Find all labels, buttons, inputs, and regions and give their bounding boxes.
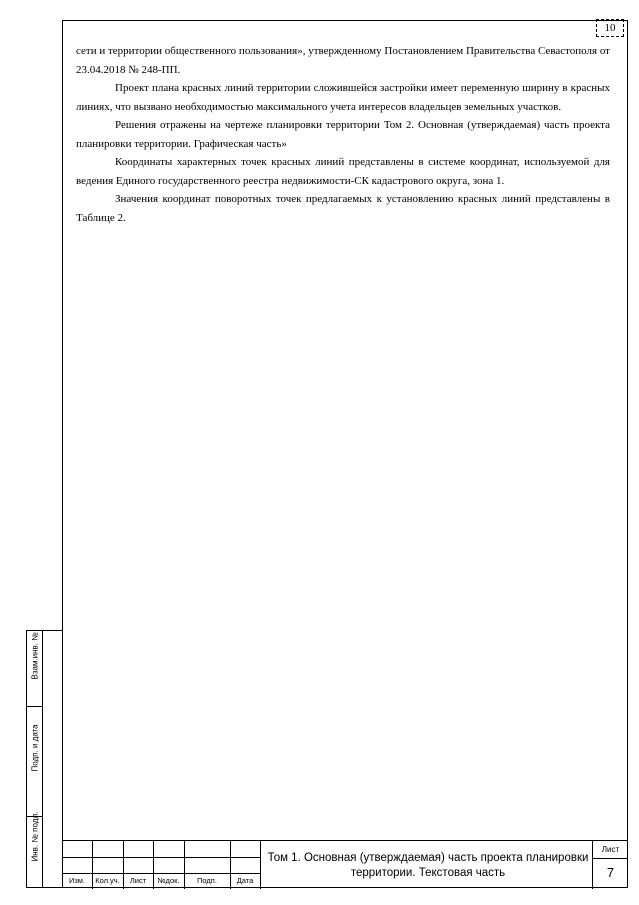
side-cell-podp xyxy=(27,707,43,817)
col-data: Дата xyxy=(236,876,254,885)
sheet-label: Лист xyxy=(593,843,628,859)
col-izm: Изм. xyxy=(68,876,86,885)
document-title: Том 1. Основная (утверждаемая) часть проекта планировки территории. Текстовая часть xyxy=(267,852,589,879)
col-list: Лист xyxy=(129,876,147,885)
paragraph-3: Решения отражены на чертеже планировки территории Том 2. Основная (утверждаемая) часть проекта планировки территории. Графическая часть» xyxy=(76,119,610,150)
title-block xyxy=(62,840,628,888)
side-cell-inv xyxy=(27,811,43,887)
title-divider xyxy=(260,841,261,889)
side-label-podp: Подп. и дата xyxy=(30,724,40,772)
page-number-top: 10 xyxy=(596,19,624,37)
side-cell-vzam xyxy=(27,631,43,707)
revision-grid xyxy=(62,841,260,889)
col-ndok: №док. xyxy=(157,876,180,885)
paragraph-2: Проект плана красных линий территории сложившейся застройки имеет переменную ширину в красных линиях, что вызвано необходимостью максимального учета интересов владельцев земельных участков. xyxy=(76,82,610,113)
sheet-number: 7 xyxy=(606,865,615,880)
paragraph-5: Значения координат поворотных точек предлагаемых к установлению красных линий представлены в Таблице 2. xyxy=(76,193,610,224)
document-body xyxy=(76,42,610,227)
side-stamp-strip xyxy=(26,630,63,888)
side-label-vzam: Взам.инв. № xyxy=(30,632,40,680)
paragraph-4: Координаты характерных точек красных линий представлены в системе координат, используемой для ведения Единого государственного реестра недвижимости-СК кадастрового округа, зона 1. xyxy=(76,156,610,187)
sheet-box xyxy=(592,841,628,889)
col-koluch: Кол.уч. xyxy=(95,876,120,885)
paragraph-1: сети и территории общественного пользования», утвержденному Постановлением Правительства Севастополя от 23.04.2018 № 248-ПП. xyxy=(76,45,610,76)
col-podp: Подп. xyxy=(197,876,217,885)
side-label-inv: Инв. № подл. xyxy=(30,811,40,862)
